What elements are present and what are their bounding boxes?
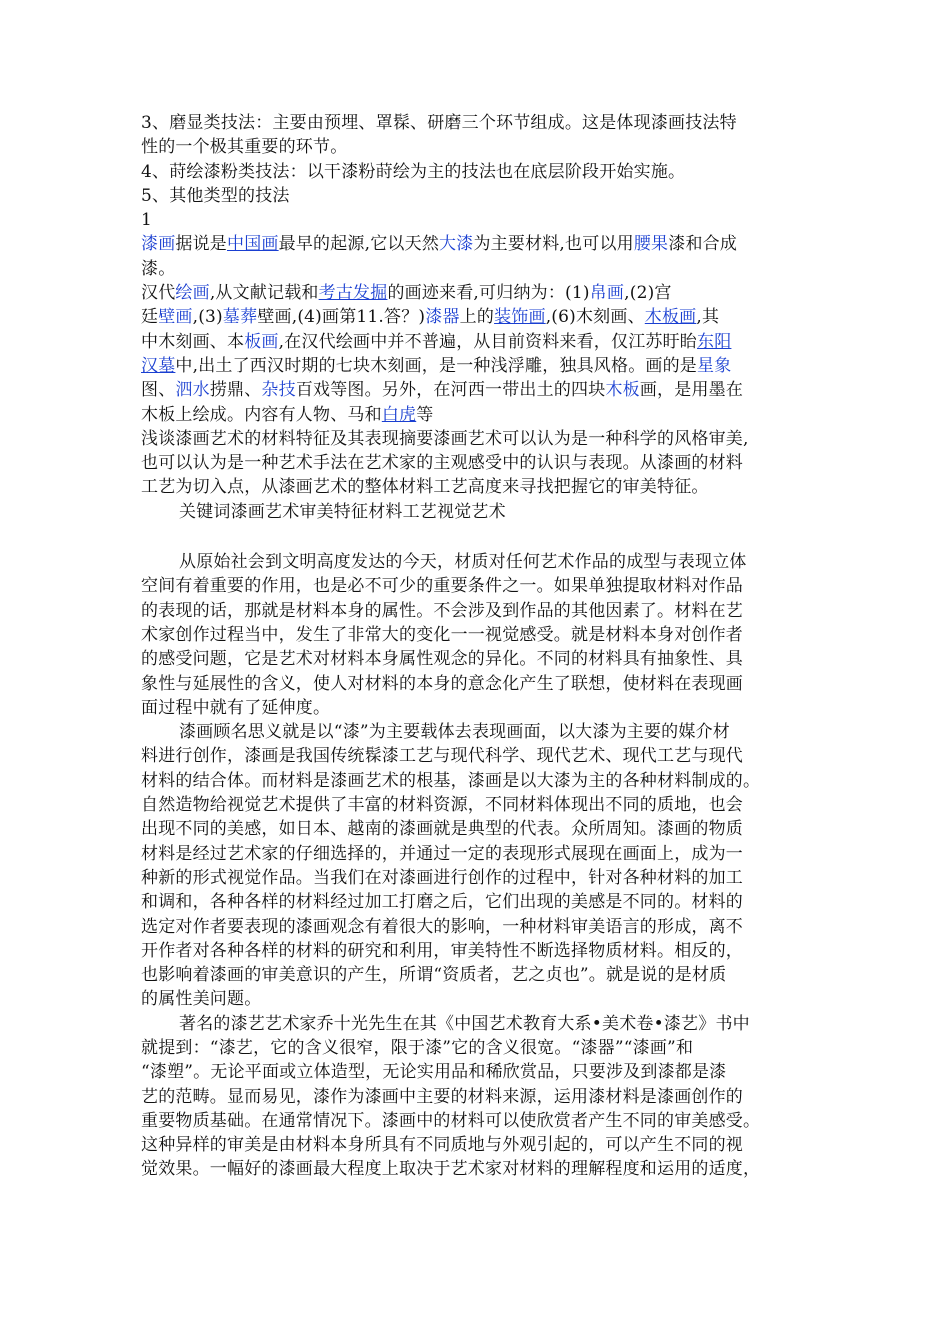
text-line: 料进行创作，漆画是我国传统髹漆工艺与现代科学、现代艺术、现代工艺与现代	[141, 746, 743, 767]
text-line: 的感受问题，它是艺术对材料本身属性观念的异化。不同的材料具有抽象性、具	[141, 649, 743, 670]
text-line: 重要物质基础。在通常情况下。漆画中的材料可以使欣赏者产生不同的审美感受。	[141, 1110, 761, 1131]
text-line: 开作者对各种各样的材料的研究和利用，审美特性不断选择物质材料。相反的，	[141, 940, 743, 961]
link-acrobatics[interactable]: 杂技	[261, 380, 296, 401]
link-white-tiger[interactable]: 白虎	[381, 404, 417, 425]
link-lacquer-painting[interactable]: 漆画	[141, 234, 176, 255]
text-line: 3、磨显类技法：主要由预埋、罩髹、研磨三个环节组成。这是体现漆画技法特	[141, 113, 737, 133]
text-line: 著名的漆艺艺术家乔十光先生在其《中国艺术教育大系•美术卷•漆艺》书中	[179, 1013, 750, 1034]
text-line: 选定对作者要表现的漆画观念有着很大的影响，一种材料审美语言的形成，离不	[141, 916, 743, 937]
text-line: 和调和，各种各样的材料经过加工打磨之后，它们出现的美感是不同的。材料的	[141, 892, 743, 913]
text-line: 的属性美问题。	[141, 989, 262, 1010]
link-painting[interactable]: 绘画	[175, 283, 210, 304]
text-line: 浅谈漆画艺术的材料特征及其表现摘要漆画艺术可以认为是一种科学的风格审美,	[141, 428, 749, 449]
text-line: 也影响着漆画的审美意识的产生，所谓“资质者，艺之贞也”。就是说的是材质	[141, 965, 727, 986]
link-mural[interactable]: 壁画	[158, 307, 193, 328]
text-line: 木板上绘成。内容有人物、马和白虎等	[141, 404, 434, 425]
link-lacquerware[interactable]: 漆器	[425, 307, 460, 328]
link-decorative-painting[interactable]: 装饰画	[494, 307, 546, 328]
text-line: 漆画据说是中国画最早的起源,它以天然大漆为主要材料,也可以用腰果漆和合成	[141, 234, 738, 255]
text-line: 自然造物给视觉艺术提供了丰富的材料资源，不同材料体现出不同的质地，也会	[141, 795, 743, 816]
link-board-painting[interactable]: 板画	[244, 331, 279, 352]
text-line: 也可以认为是一种艺术手法在艺术家的主观感受中的认识与表现。从漆画的材料	[141, 453, 743, 474]
text-line: 中木刻画、本板画,在汉代绘画中并不普遍，从目前资料来看，仅江苏盱眙东阳	[141, 331, 732, 352]
text-line: “漆塑”。无论平面或立体造型，无论实用品和稀欣赏品，只要涉及到漆都是漆	[141, 1062, 727, 1083]
text-line: 漆画顾名思义就是以“漆”为主要载体去表现画面，以大漆为主要的媒介材	[179, 722, 730, 743]
text-line: 象性与延展性的含义，使人对材料的本身的意念化产生了联想，使材料在表现画	[141, 673, 743, 694]
text-line: 1	[141, 210, 153, 231]
link-silk-painting[interactable]: 帛画	[589, 283, 625, 304]
link-astronomy[interactable]: 星象	[697, 355, 732, 376]
link-dongyang[interactable]: 东阳	[697, 331, 732, 352]
link-sishui[interactable]: 泗水	[175, 380, 210, 401]
text-line: 这种异样的审美是由材料本身所具有不同质地与外观引起的，可以产生不同的视	[141, 1135, 743, 1156]
text-line: 4、莳绘漆粉类技法：以干漆粉莳绘为主的技法也在底层阶段开始实施。	[141, 161, 686, 182]
text-line: 汉墓中,出土了西汉时期的七块木刻画，是一种浅浮雕，独具风格。画的是星象	[141, 355, 732, 376]
link-cashew[interactable]: 腰果	[633, 234, 669, 255]
link-han-tomb[interactable]: 汉墓	[141, 355, 176, 376]
link-chinese-painting[interactable]: 中国画	[227, 234, 279, 255]
text-line: 的表现的话，那就是材料本身的属性。不会涉及到作品的其他因素了。材料在艺	[141, 600, 743, 621]
text-line: 就提到：“漆艺，它的含义很窄，限于漆”它的含义很宽。“漆器”“漆画”和	[141, 1037, 694, 1058]
text-line: 廷壁画,(3)墓葬壁画,(4)画第11.答？)漆器上的装饰画,(6)木刻画、木板画,其	[141, 307, 720, 328]
text-line: 汉代绘画,从文献记载和考古发掘的画迹来看,可归纳为：(1)帛画,(2)宫	[141, 283, 672, 304]
link-wood-board[interactable]: 木板	[605, 380, 640, 401]
text-line: 材料的结合体。而材料是漆画艺术的根基，漆画是以大漆为主的各种材料制成的。	[141, 770, 761, 791]
keywords-line: 关键词漆画艺术审美特征材料工艺视觉艺术	[179, 501, 506, 522]
text-line: 种新的形式视觉作品。当我们在对漆画进行创作的过程中，针对各种材料的加工	[141, 867, 743, 888]
text-line: 艺的范畴。显而易见，漆作为漆画中主要的材料来源，运用漆材料是漆画创作的	[141, 1086, 743, 1107]
link-raw-lacquer[interactable]: 大漆	[439, 234, 474, 255]
text-line: 面过程中就有了延伸度。	[141, 697, 331, 718]
link-tomb[interactable]: 墓葬	[222, 307, 258, 328]
text-line: 术家创作过程当中，发生了非常大的变化一一视觉感受。就是材料本身对创作者	[141, 624, 743, 645]
text-line: 出现不同的美感，如日本、越南的漆画就是典型的代表。众所周知。漆画的物质	[141, 819, 743, 840]
link-archaeology[interactable]: 考古发掘	[318, 283, 388, 304]
text-line: 空间有着重要的作用，也是必不可少的重要条件之一。如果单独提取材料对作品	[141, 576, 743, 597]
text-line: 性的一个极其重要的环节。	[141, 137, 348, 158]
text-line: 漆。	[141, 258, 176, 279]
text-line: 工艺为切入点，从漆画艺术的整体材料工艺高度来寻找把握它的审美特征。	[141, 477, 709, 498]
text-line: 图、泗水捞鼎、杂技百戏等图。另外，在河西一带出土的四块木板画，是用墨在	[141, 380, 744, 401]
text-line: 从原始社会到文明高度发达的今天，材质对任何艺术作品的成型与表现立体	[179, 552, 747, 573]
text-line: 材料是经过艺术家的仔细选择的，并通过一定的表现形式展现在画面上，成为一	[141, 843, 743, 864]
link-woodblock-painting[interactable]: 木板画	[644, 307, 697, 328]
text-line: 5、其他类型的技法	[141, 185, 290, 206]
document-body	[141, 111, 821, 1182]
blank-line	[141, 524, 821, 550]
text-line: 觉效果。一幅好的漆画最大程度上取决于艺术家对材料的理解程度和运用的适度，	[141, 1159, 761, 1180]
